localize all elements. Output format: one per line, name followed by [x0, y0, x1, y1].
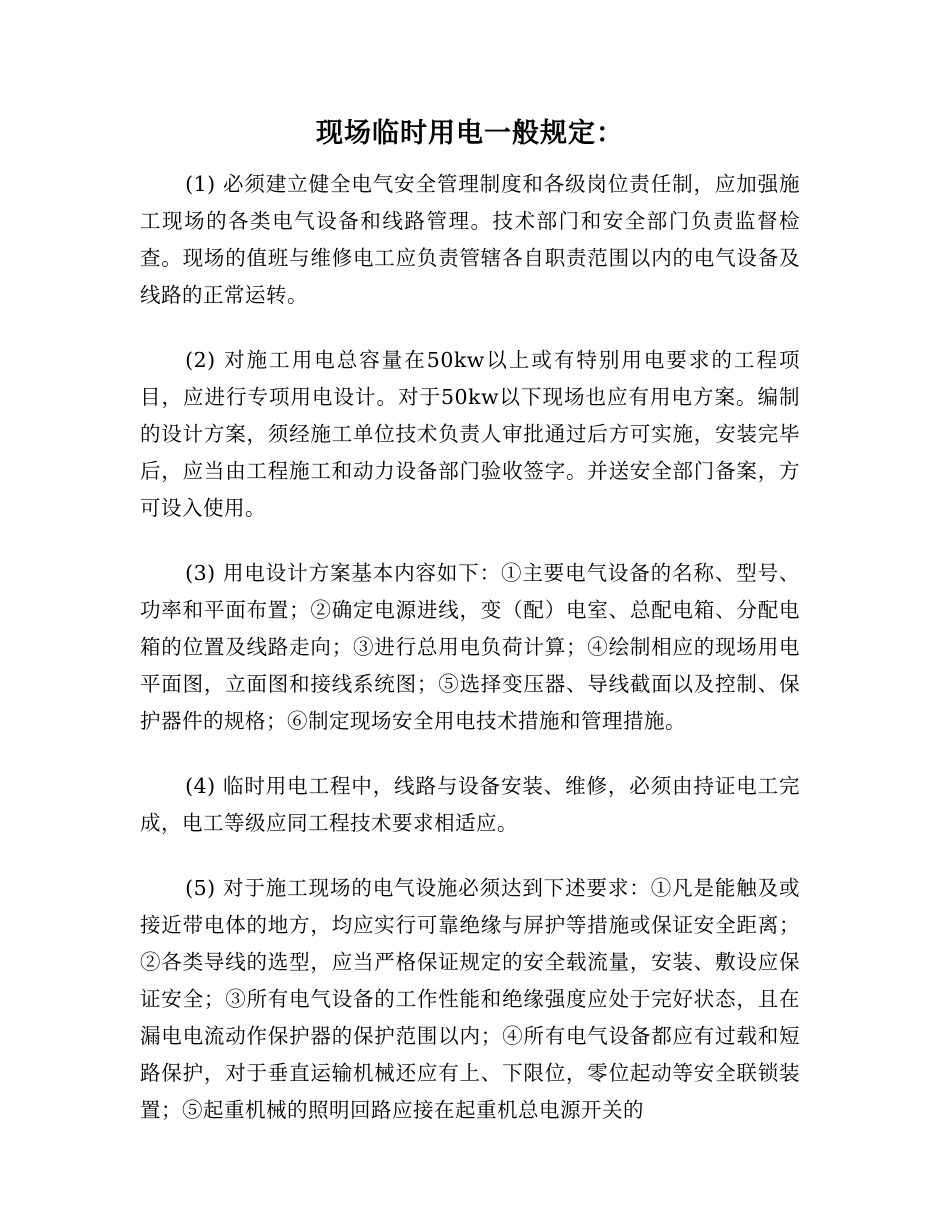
paragraph-2: (2) 对施工用电总容量在50kw以上或有特别用电要求的工程项目，应进行专项用电设计。对于50kw以下现场也应有用电方案。编制的设计方案，须经施工单位技术负责人审批通过后方可实施，安装完毕后，应当由工程施工和动力设备部门验收签字。并送安全部门备案，方可设入使用。 — [140, 348, 800, 520]
paragraph-1: (1) 必须建立健全电气安全管理制度和各级岗位责任制，应加强施工现场的各类电气设备和线路管理。技术部门和安全部门负责监督检查。现场的值班与维修电工应负责管辖各自职责范围以内的电气设备及线路的正常运转。 — [140, 172, 800, 307]
document-page — [140, 112, 800, 1129]
document-title: 现场临时用电一般规定： — [316, 118, 624, 149]
paragraph-4: (4) 临时用电工程中，线路与设备安装、维修，必须由持证电工完成，电工等级应同工程技术要求相适应。 — [140, 774, 800, 835]
paragraph-3: (3) 用电设计方案基本内容如下：①主要电气设备的名称、型号、功率和平面布置；②确定电源进线，变（配）电室、总配电箱、分配电箱的位置及线路走向；③进行总用电负荷计算；④绘制相应的现场用电平面图，立面图和接线系统图；⑤选择变压器、导线截面以及控制、保护器件的规格；⑥制定现场安全用电技术措施和管理措施。 — [140, 561, 800, 733]
paragraph-5: (5) 对于施工现场的电气设施必须达到下述要求：①凡是能触及或接近带电体的地方，均应实行可靠绝缘与屏护等措施或保证安全距离；②各类导线的选型，应当严格保证规定的安全载流量，安装、敷设应保证安全；③所有电气设备的工作性能和绝缘强度应处于完好状态，且在漏电电流动作保护器的保护范围以内；④所有电气设备都应有过载和短路保护，对于垂直运输机械还应有上、下限位，零位起动等安全联锁装置；⑤起重机械的照明回路应接在起重机总电源开关的 — [140, 876, 800, 1122]
